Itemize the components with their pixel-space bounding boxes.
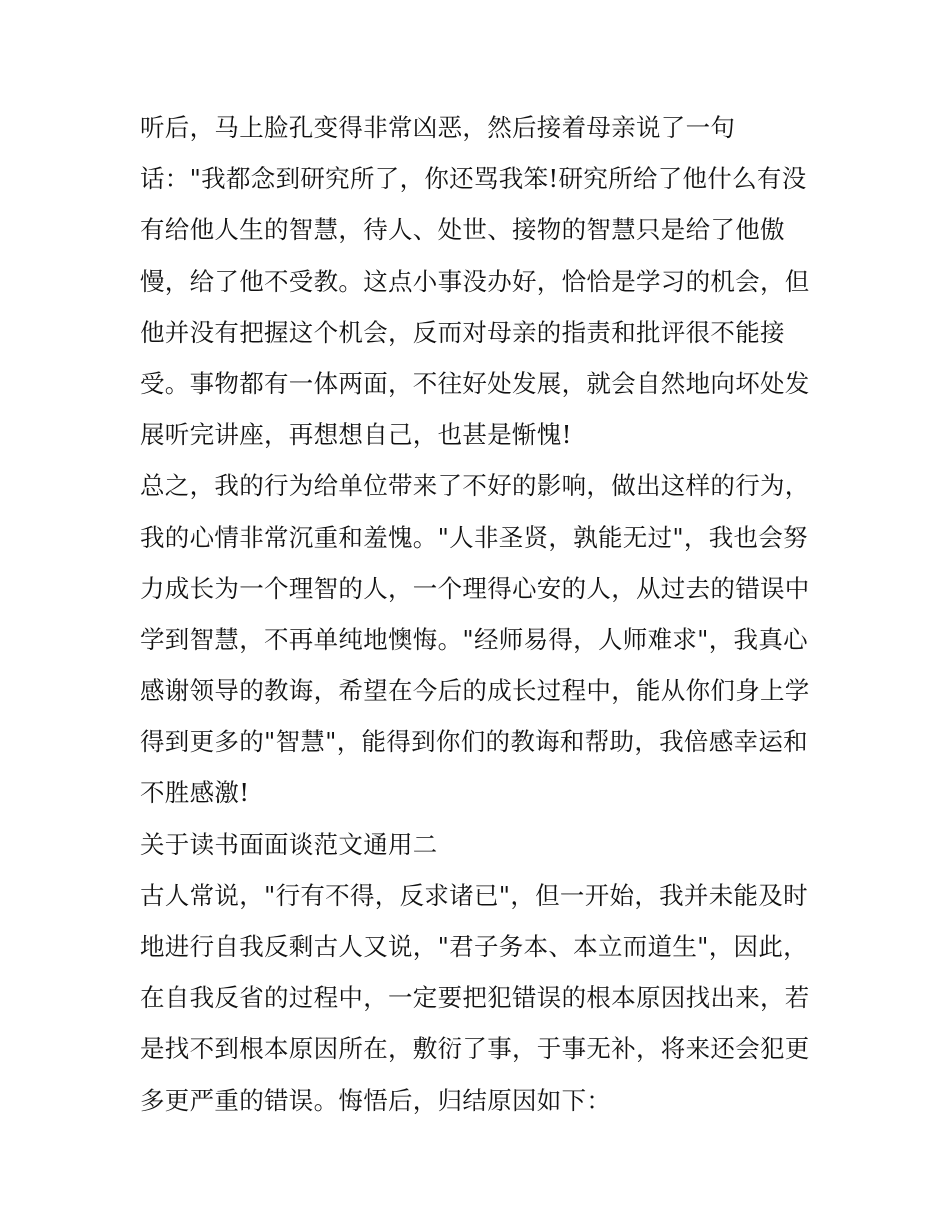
text-line: 受。事物都有一体两面，不往好处发展，就会自然地向坏处发 [140,368,810,398]
text-line: 慢，给了他不受教。这点小事没办好，恰恰是学习的机会，但 [140,266,810,296]
text-line: 在自我反省的过程中，一定要把犯错误的根本原因找出来，若 [140,983,810,1013]
text-line: 感谢领导的教诲，希望在今后的成长过程中，能从你们身上学 [140,676,810,706]
text-line: 总之，我的行为给单位带来了不好的影响，做出这样的行为， [140,471,810,501]
text-line: 多更严重的错误。悔悟后，归结原因如下： [140,1085,612,1115]
document-body [140,102,812,1126]
section-heading: 关于读书面面谈范文通用二 [140,829,438,859]
text-line: 我的心情非常沉重和羞愧。"人非圣贤，孰能无过"，我也会努 [140,522,808,552]
text-line: 听后，马上脸孔变得非常凶恶，然后接着母亲说了一句 [140,113,736,142]
text-line: 是找不到根本原因所在，敷衍了事，于事无补，将来还会犯更 [140,1034,810,1064]
text-line: 有给他人生的智慧，待人、处世、接物的智慧只是给了他傲 [140,215,785,245]
text-line: 不胜感激! [140,778,250,808]
text-line: 学到智慧，不再单纯地懊悔。"经师易得，人师难求"，我真心 [140,624,808,654]
text-line: 他并没有把握这个机会，反而对母亲的指责和批评很不能接 [140,317,785,347]
text-line: 得到更多的"智慧"，能得到你们的教诲和帮助，我倍感幸运和 [140,727,808,757]
text-line: 话："我都念到研究所了，你还骂我笨!研究所给了他什么有没 [140,164,807,194]
text-line: 展听完讲座，再想想自己，也甚是惭愧! [140,420,572,450]
text-line: 地进行自我反剩古人又说，"君子务本、本立而道生"，因此， [140,932,808,961]
text-line: 力成长为一个理智的人，一个理得心安的人，从过去的错误中 [140,573,810,603]
text-line: 古人常说，"行有不得，反求诸已"，但一开始，我并未能及时 [140,880,808,910]
